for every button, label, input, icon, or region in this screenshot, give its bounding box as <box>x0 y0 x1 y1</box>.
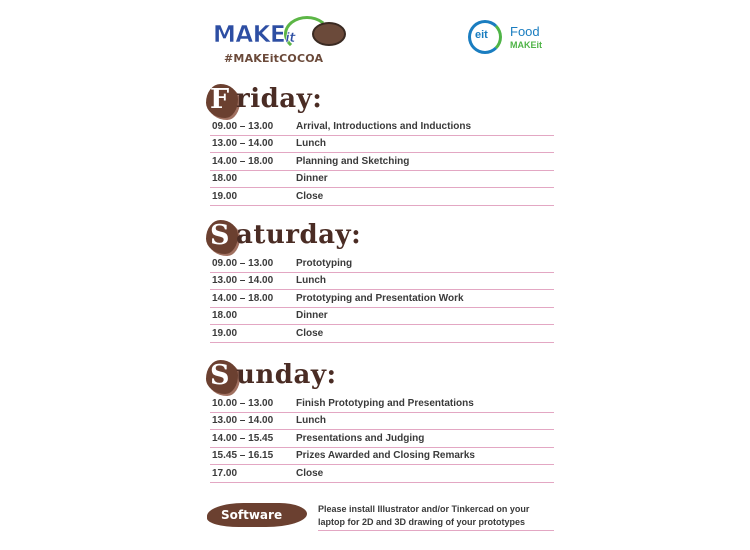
schedule-row: 14.00 – 18.00 Planning and Sketching <box>210 153 554 171</box>
schedule-row: 10.00 – 13.00 Finish Prototyping and Presentations <box>210 395 554 413</box>
schedule-row: 13.00 – 14.00 Lunch <box>210 272 554 290</box>
schedule-row: 13.00 – 14.00 Lunch <box>210 412 554 430</box>
software-note <box>318 503 554 529</box>
software-note-line: Please install Illustrator and/or Tinkercad on your <box>318 504 530 514</box>
eit-makeit-text: MAKEit <box>510 40 542 50</box>
eit-badge-text: eit <box>475 29 488 41</box>
schedule-row: 15.45 – 16.15 Prizes Awarded and Closing Remarks <box>210 447 554 465</box>
eit-food-text: Food <box>510 24 540 39</box>
makeit-cocoa-logo <box>210 14 350 70</box>
schedule-row: 19.00 Close <box>210 188 554 206</box>
eit-food-logo <box>468 20 568 64</box>
makeit-wordmark: MAKEit <box>213 22 295 48</box>
schedule-row: 19.00 Close <box>210 325 554 343</box>
schedule-row: 09.00 – 13.00 Arrival, Introductions and Inductions <box>210 118 554 136</box>
schedule-row: 09.00 – 13.00 Prototyping <box>210 255 554 273</box>
schedule-row: 14.00 – 18.00 Prototyping and Presentation Work <box>210 290 554 308</box>
software-badge: Software <box>207 503 307 527</box>
makeit-hashtag: #MAKEitCOCOA <box>224 52 324 65</box>
software-note-line: laptop for 2D and 3D drawing of your prototypes <box>318 517 526 527</box>
schedule-row: 18.00 Dinner <box>210 307 554 325</box>
schedule-row: 14.00 – 15.45 Presentations and Judging <box>210 430 554 448</box>
schedule-row: 13.00 – 14.00 Lunch <box>210 135 554 153</box>
schedule-page: MAKEit #MAKEitCOCOA eit Food MAKEit F riday: 09.00 – 13.00 Arrival, Introductions and Inductions 13.00 – 14.00 Lunch 14.00 – 18.00 Planning and Sketching 18.00 Dinner 19.00 Close S aturday: 09.00 – 13.00 Prototyping 13.00 – 14.00 Lunch 14.00 – 18.00 Prototyping and Presentation Work 18.00 Dinner 19.00 Close S unday: 10.00 – 13.00 Finish Prototyping and Presentations 13.00 – 14.00 Lunch 14.00 – 15.45 Presentations and Judging 15.45 – 16.15 Prizes Awarded and Closing Remarks 17.00 Close Software Please install Illustrator and/or Tinkercad on your laptop for 2D and 3D drawing of your prototypes <box>0 0 750 550</box>
divider <box>318 530 554 531</box>
cocoa-bean-icon <box>312 22 346 46</box>
schedule-row: 17.00 Close <box>210 465 554 483</box>
schedule-row: 18.00 Dinner <box>210 170 554 188</box>
